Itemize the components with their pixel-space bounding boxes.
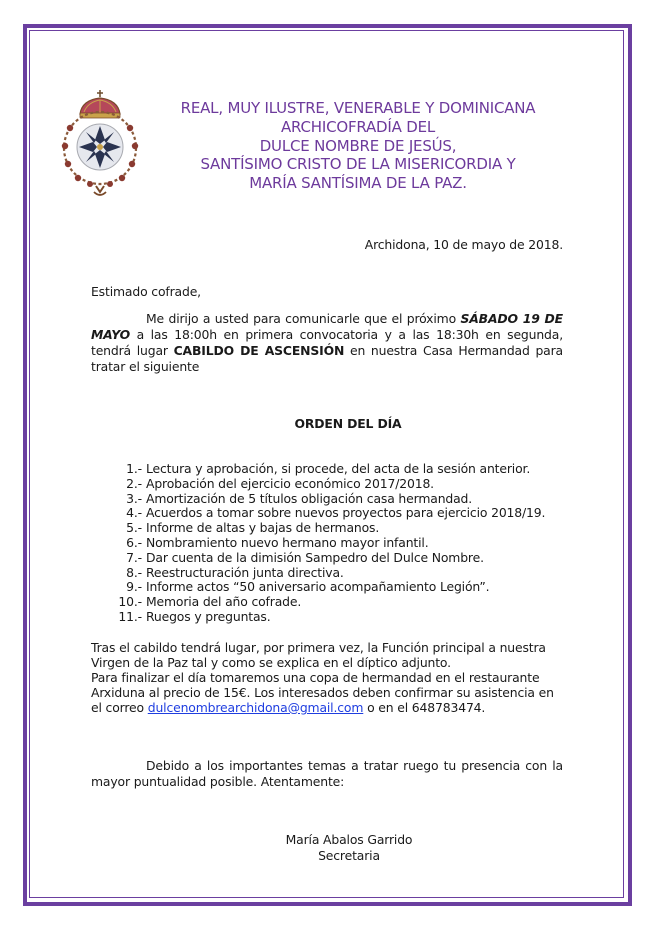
agenda-item-text: Dar cuenta de la dimisión Sampedro del Dulce Nombre. xyxy=(146,549,484,565)
agenda-item-number: 9.- xyxy=(126,579,142,595)
event-name: CABILDO DE ASCENSIÓN xyxy=(173,343,345,358)
agenda-item-number: 8.- xyxy=(126,564,142,580)
agenda-item-number: 7.- xyxy=(126,549,142,565)
heading-line: ARCHICOFRADÍA DEL xyxy=(280,117,436,136)
agenda-item xyxy=(100,506,545,521)
agenda-item-text: Amortización de 5 títulos obligación casa hermandad. xyxy=(146,490,473,506)
heading-line: SANTÍSIMO CRISTO DE LA MISERICORDIA Y xyxy=(200,155,516,174)
agenda-item xyxy=(100,536,545,551)
agenda-item xyxy=(100,462,545,477)
brotherhood-title xyxy=(150,99,566,193)
intro-paragraph xyxy=(91,311,563,375)
signatory-role: Secretaria xyxy=(318,848,380,863)
contact-prefix: el correo xyxy=(91,700,148,715)
closing-text: Debido a los importantes temas a tratar ruego tu presencia con la mayor puntualidad posible. Atentamente: xyxy=(91,758,563,789)
agenda-item-text: Lectura y aprobación, si procede, del acta de la sesión anterior. xyxy=(146,461,531,476)
agenda-item-text: Memoria del año cofrade. xyxy=(146,594,302,610)
agenda-item-text: Reestructuración junta directiva. xyxy=(146,564,344,580)
agenda-item xyxy=(100,521,545,536)
after-line: Tras el cabildo tendrá lugar, por primera vez, la Función principal a nuestra xyxy=(91,640,546,655)
signature-block xyxy=(91,832,607,864)
agenda-item xyxy=(100,610,545,625)
coat-of-arms-crest-icon xyxy=(56,88,144,198)
closing-paragraph xyxy=(91,758,563,790)
agenda-item-text: Nombramiento nuevo hermano mayor infantil. xyxy=(146,534,429,550)
agenda-title: ORDEN DEL DÍA xyxy=(294,416,402,431)
agenda-item-text: Aprobación del ejercicio económico 2017/2018. xyxy=(146,475,434,491)
heading-line: MARÍA SANTÍSIMA DE LA PAZ. xyxy=(249,174,467,193)
agenda-item xyxy=(100,566,545,581)
agenda-item-number: 6.- xyxy=(126,534,142,550)
intro-text-1: Me dirijo a usted para comunicarle que el próximo xyxy=(146,311,461,326)
email-link[interactable]: dulcenombrearchidona@gmail.com xyxy=(147,700,364,715)
contact-line xyxy=(91,700,571,715)
heading-line: REAL, MUY ILUSTRE, VENERABLE Y DOMINICANA xyxy=(180,99,536,117)
agenda-item-text: Acuerdos a tomar sobre nuevos proyectos para ejercicio 2018/19. xyxy=(146,505,546,521)
agenda-item-number: 4.- xyxy=(126,505,142,521)
agenda-item-text: Informe de altas y bajas de hermanos. xyxy=(146,520,380,536)
intro-text-3: en nuestra Casa Hermandad para tratar el siguiente xyxy=(91,343,563,374)
after-line: Arxiduna al precio de 15€. Los interesados deben confirmar su asistencia en xyxy=(91,685,554,700)
greeting: Estimado cofrade, xyxy=(91,284,201,299)
agenda-item xyxy=(100,492,545,507)
agenda-list xyxy=(100,462,545,625)
after-line: Virgen de la Paz tal y como se explica en el díptico adjunto. xyxy=(91,655,451,670)
agenda-item xyxy=(100,595,545,610)
agenda-item-number: 1.- xyxy=(126,461,142,476)
intro-text-2: a las 18:00h en primera convocatoria y a las 18:30h en segunda, tendrá lugar xyxy=(91,327,563,358)
agenda-item-number: 5.- xyxy=(126,520,142,536)
agenda-item xyxy=(100,477,545,492)
date-line: Archidona, 10 de mayo de 2018. xyxy=(364,237,563,252)
agenda-item-number: 10.- xyxy=(118,594,142,610)
meeting-date: SÁBADO 19 DE MAYO xyxy=(91,311,563,342)
contact-phone: o en el 648783474. xyxy=(363,700,486,715)
signatory-name: María Abalos Garrido xyxy=(285,832,413,847)
agenda-item-number: 2.- xyxy=(126,475,142,491)
agenda-item-number: 3.- xyxy=(126,490,142,506)
agenda-item xyxy=(100,551,545,566)
heading-line: DULCE NOMBRE DE JESÚS, xyxy=(259,136,457,155)
after-meeting-paragraph xyxy=(91,640,571,715)
after-line: Para finalizar el día tomaremos una copa de hermandad en el restaurante xyxy=(91,670,540,685)
agenda-item xyxy=(100,580,545,595)
agenda-item-number: 11.- xyxy=(118,608,142,624)
agenda-item-text: Informe actos “50 aniversario acompañamiento Legión”. xyxy=(146,579,490,595)
agenda-item-text: Ruegos y preguntas. xyxy=(146,608,271,624)
